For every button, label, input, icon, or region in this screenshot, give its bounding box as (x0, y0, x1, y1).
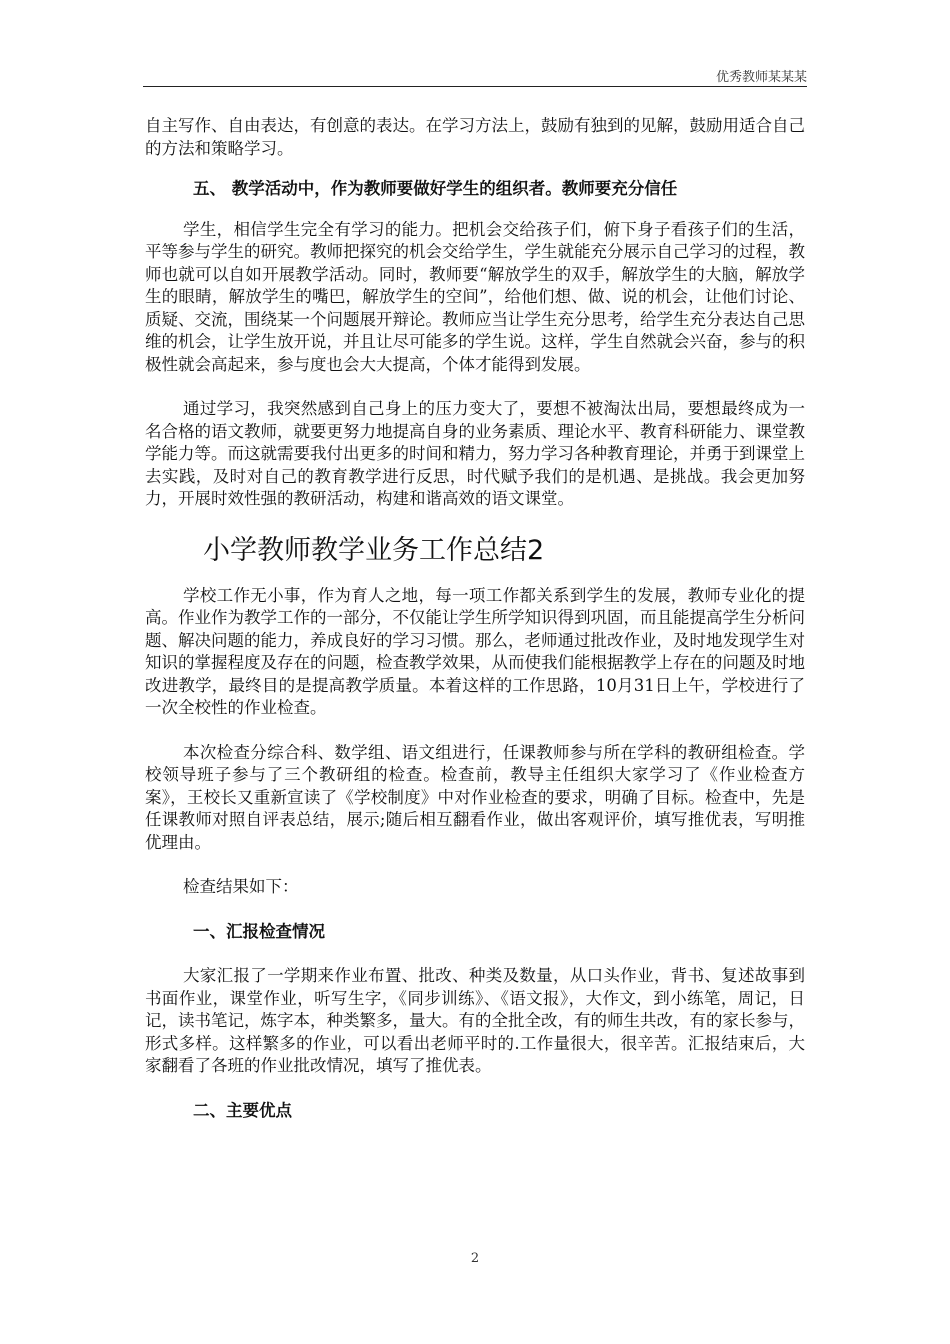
section-heading-5: 五、 教学活动中，作为教师要做好学生的组织者。教师要充分信任 (193, 179, 678, 198)
paragraph-5: 本次检查分综合科、数学组、语文组进行，任课教师参与所在学科的教研组检查。学校领导班子参与了三个教研组的检查。检查前，教导主任组织大家学习了《作业检查方案》，王校长又重新宣读了《学校制度》中对作业检查的要求，明确了目标。检查中，先是任课教师对照自评表总结，展示;随后相互翻看作业，做出客观评价，填写推优表，写明推优理由。 (145, 742, 805, 852)
document-title-2: 小学教师教学业务工作总结2 (203, 534, 545, 566)
subheading-1: 一、汇报检查情况 (193, 921, 325, 941)
paragraph-3: 通过学习，我突然感到自己身上的压力变大了，要想不被淘汰出局，要想最终成为一名合格的语文教师，就要更努力地提高自身的业务素质、理论水平、教育科研能力、课堂教学能力等。而这就需要我付出更多的时间和精力，努力学习各种教育理论，并勇于到课堂上去实践，及时对自己的教育教学进行反思，时代赋予我们的是机遇、是挑战。我会更加努力，开展时效性强的教研活动，构建和谐高效的语文课堂。 (145, 399, 805, 508)
paragraph-1: 自主写作、自由表达，有创意的表达。在学习方法上，鼓励有独到的见解，鼓励用适合自己的方法和策略学习。 (145, 116, 805, 158)
paragraph-2: 学生，相信学生完全有学习的能力。把机会交给孩子们，俯下身子看孩子们的生活，平等参与学生的研究。教师把探究的机会交给学生，学生就能充分展示自己学习的过程，教师也就可以自如开展教学活动。同时，教师要“解放学生的双手，解放学生的大脑，解放学生的眼睛，解放学生的嘴巴，解放学生的空间”，给他们想、做、说的机会，让他们讨论、质疑、交流，围绕某一个问题展开辩论。教师应当让学生充分思考，给学生充分表达自己思维的机会，让学生放开说，并且让尽可能多的学生说。这样，学生自然就会兴奋，参与的积极性就会高起来，参与度也会大大提高，个体才能得到发展。 (145, 219, 805, 374)
header-author: 优秀教师某某某 (715, 70, 807, 85)
page-number: 2 (470, 1251, 480, 1266)
document-body (145, 115, 805, 1122)
paragraph-6: 检查结果如下： (183, 877, 299, 896)
paragraph-4: 学校工作无小事，作为育人之地，每一项工作都关系到学生的发展，教师专业化的提高。作业作为教学工作的一部分，不仅能让学生所学知识得到巩固，而且能提高学生分析问题、解决问题的能力，养成良好的学习习惯。那么，老师通过批改作业，及时地发现学生对知识的掌握程度及存在的问题，检查教学效果，从而使我们能根据教学上存在的问题及时地改进教学，最终目的是提高教学质量。本着这样的工作思路，10月31日上午，学校进行了一次全校性的作业检查。 (145, 585, 805, 717)
paragraph-7: 大家汇报了一学期来作业布置、批改、种类及数量，从口头作业，背书、复述故事到书面作业，课堂作业，听写生字，《同步训练》、《语文报》，大作文，到小练笔，周记，日记，读书笔记，炼字本，种类繁多，量大。有的全批全改，有的师生共改，有的家长参与，形式多样。这样繁多的作业，可以看出老师平时的.工作量很大，很辛苦。汇报结束后，大家翻看了各班的作业批改情况，填写了推优表。 (145, 966, 805, 1075)
header-rule (143, 86, 807, 87)
subheading-2: 二、主要优点 (193, 1100, 292, 1120)
